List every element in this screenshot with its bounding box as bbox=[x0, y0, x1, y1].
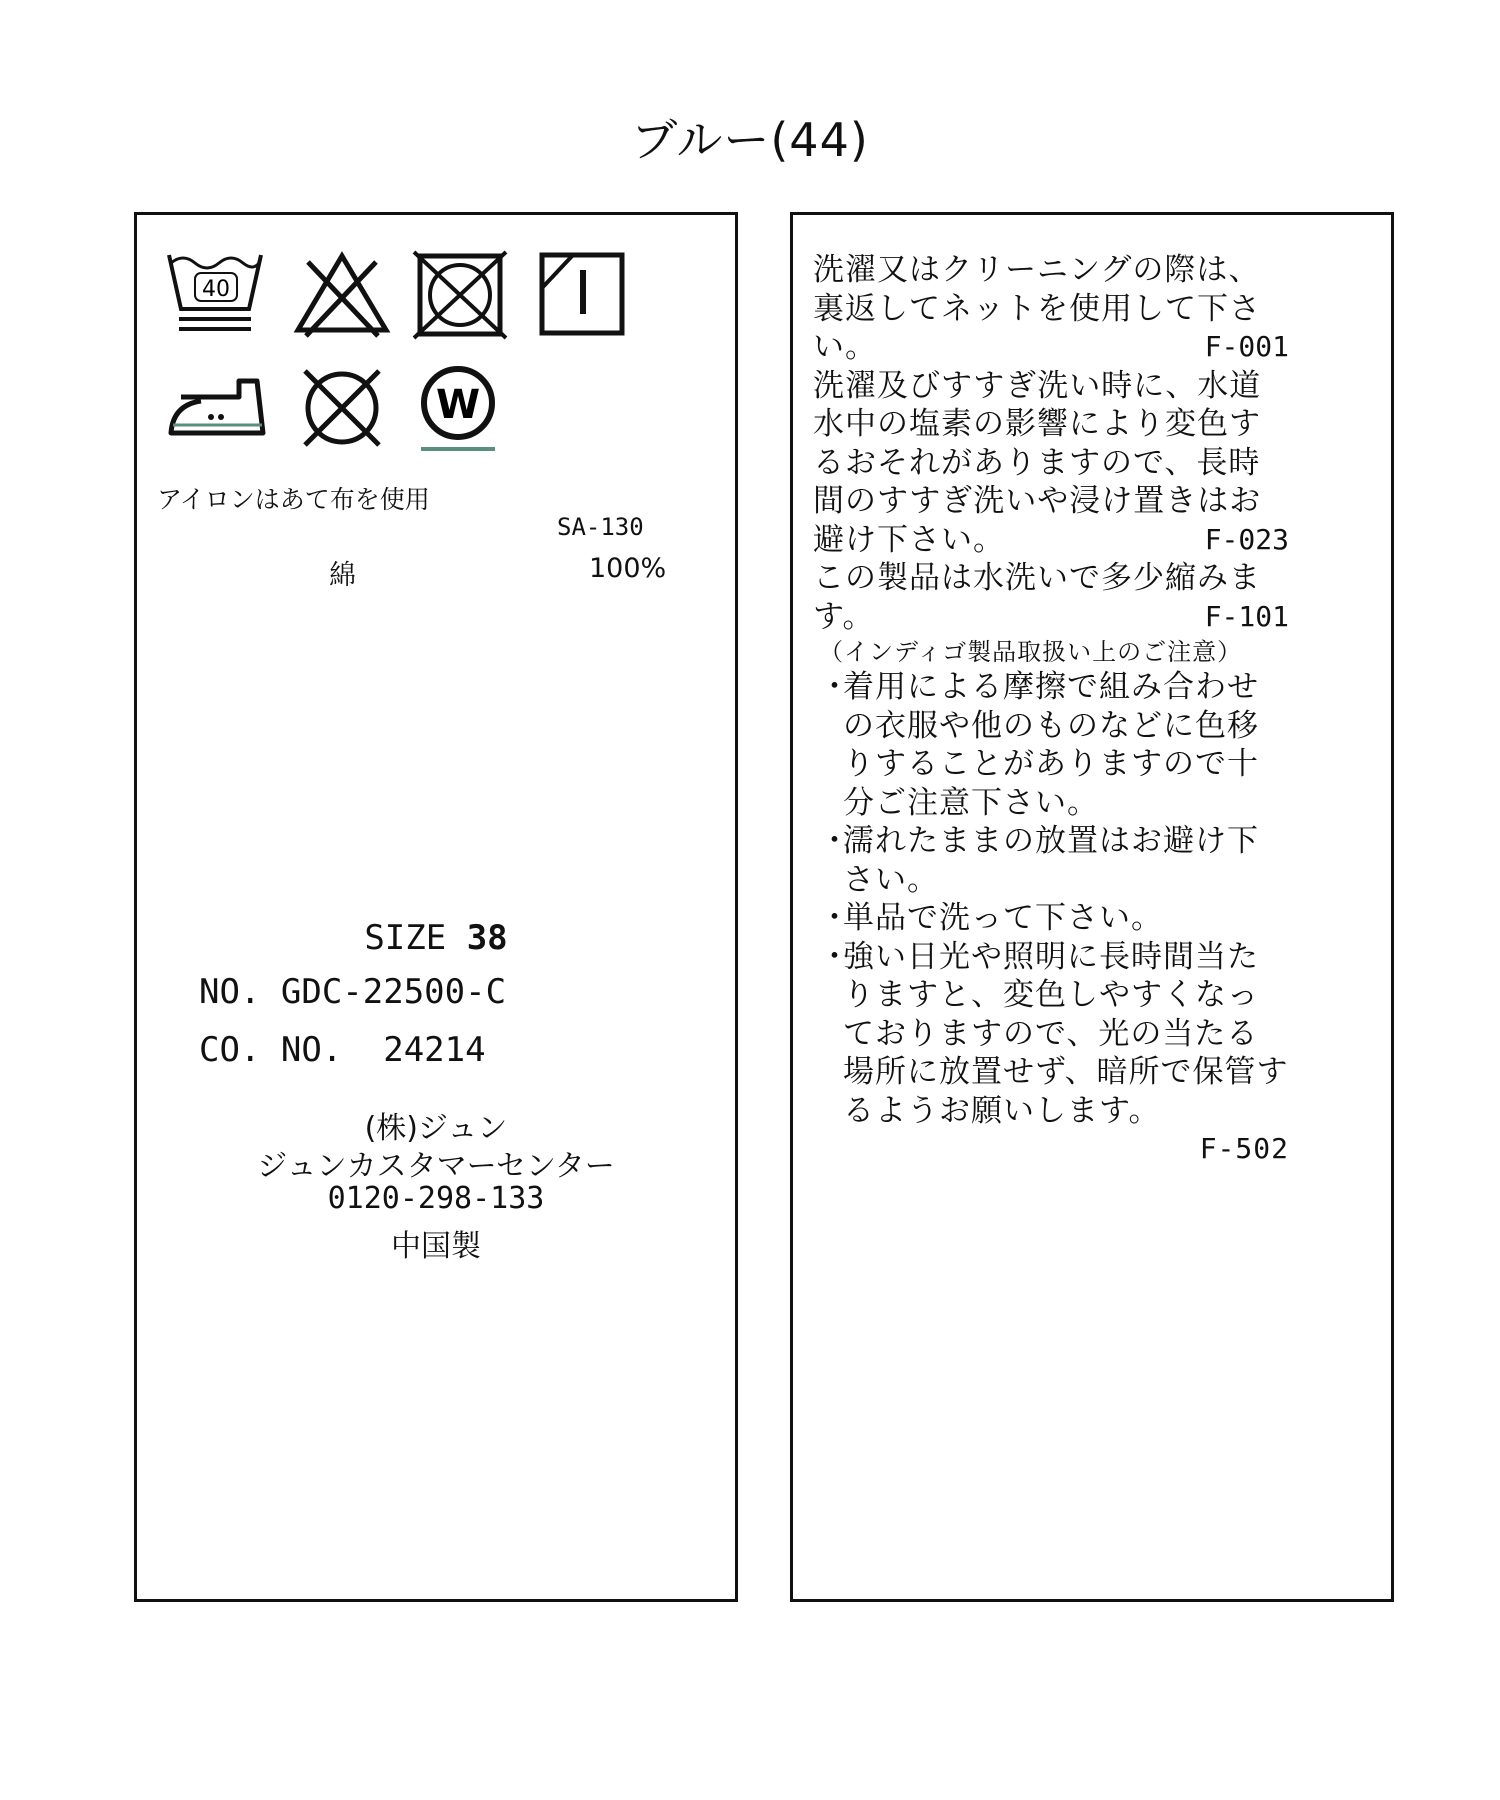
line-dry-icon bbox=[537, 250, 627, 340]
fiber-percent: 100% bbox=[589, 553, 667, 584]
iron-note: アイロンはあて布を使用 bbox=[157, 485, 430, 514]
no-tumble-dry-icon bbox=[412, 250, 508, 340]
product-number: NO. GDC-22500-C bbox=[199, 972, 507, 1012]
no-dry-clean-icon bbox=[297, 365, 387, 451]
instruction-code: F-101 bbox=[1204, 599, 1289, 633]
size-line bbox=[137, 918, 735, 958]
fiber-name: 綿 bbox=[329, 560, 356, 591]
instruction-code: F-001 bbox=[1204, 330, 1289, 363]
wet-clean-icon bbox=[415, 365, 501, 455]
list-item: ・ 単品で洗って下さい。 bbox=[819, 900, 1163, 936]
size-label: SIZE bbox=[364, 918, 447, 958]
company-name: (株)ジュン bbox=[364, 1111, 508, 1146]
sa-code: SA-130 bbox=[557, 513, 644, 541]
no-bleach-icon bbox=[292, 250, 392, 340]
care-label-front bbox=[134, 212, 738, 1602]
list-item: ・ 濡れたままの放置はお避け下さい。 bbox=[819, 823, 1259, 898]
instruction-block: 洗濯及びすすぎ洗い時に、水道水中の塩素の影響により変色するおそれがありますので、長時間のすすぎ洗いや浸け置きはお避け下さい。 F-023 bbox=[813, 367, 1289, 558]
instruction-block: 洗濯又はクリーニングの際は、裏返してネットを使用して下さい。 F-001 bbox=[813, 252, 1289, 365]
iron-low-icon bbox=[167, 365, 271, 445]
wash-40-gentle-icon bbox=[165, 247, 265, 342]
care-label-back bbox=[790, 212, 1394, 1602]
page-title: ブルー(44) bbox=[631, 113, 869, 167]
list-item: ・ 着用による摩擦で組み合わせの衣服や他のものなどに色移りすることがありますので十分ご注意下さい。 bbox=[819, 669, 1259, 821]
instruction-code: F-502 bbox=[1199, 1132, 1289, 1165]
customer-center: ジュンカスタマーセンター bbox=[257, 1149, 615, 1184]
care-instructions bbox=[813, 251, 1289, 1169]
instruction-block: この製品は水洗いで多少縮みます。 F-101 bbox=[813, 560, 1289, 635]
list-item: ・ 強い日光や照明に長時間当たりますと、変色しやすくなっておりますので、光の当たる場所に放置せず、暗所で保管するようお願いします。 bbox=[819, 938, 1289, 1129]
instruction-code: F-023 bbox=[1204, 522, 1289, 556]
svg-text:W: W bbox=[435, 382, 481, 428]
svg-text:40: 40 bbox=[202, 277, 230, 302]
co-number: CO. NO. 24214 bbox=[199, 1030, 486, 1070]
country-of-origin: 中国製 bbox=[391, 1229, 481, 1264]
phone-number: 0120-298-133 bbox=[327, 1181, 545, 1216]
size-value: 38 bbox=[466, 918, 508, 958]
indigo-note-heading: （インディゴ製品取扱い上のご注意） bbox=[819, 638, 1243, 666]
